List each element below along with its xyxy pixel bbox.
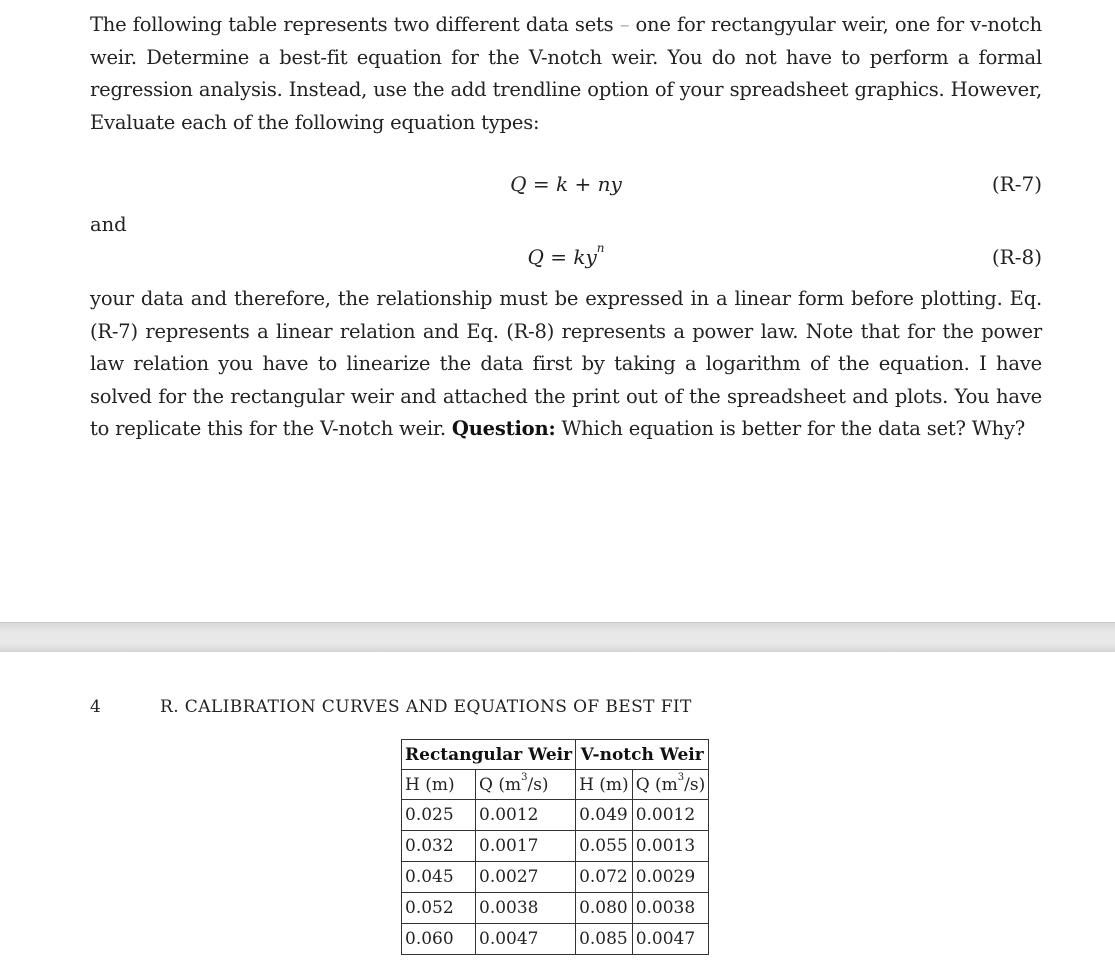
equation-r8-expression: $Q = ky^n$ <box>527 241 605 269</box>
table-row <box>402 800 709 831</box>
table-cell: 0.0047 <box>476 924 576 955</box>
and-text: and <box>90 213 127 236</box>
question-label: Question: <box>451 417 556 440</box>
table-cell: 0.055 <box>576 831 633 862</box>
col-header-q-rect: Q $(m^3/s)$ <box>476 770 576 800</box>
table-cell: 0.0047 <box>632 924 709 955</box>
table-cell: 0.072 <box>576 862 633 893</box>
table-cell: 0.0029 <box>632 862 709 893</box>
equation-r8-number: (R-8) <box>991 245 1042 269</box>
equation-r8 <box>90 241 1042 275</box>
table-cell: 0.0017 <box>476 831 576 862</box>
col-header-h-rect: H (m) <box>402 770 476 800</box>
intro-text-b: one for rectangyular weir, one for v-notch weir. Determine a best-fit equation for the V-notch weir. You do not have to perform a formal regression analysis. Instead, use the add trendline option of your spreadsheet graphics. However, Evaluate each of the following equation types: <box>90 13 1043 134</box>
table-cell: 0.025 <box>402 800 476 831</box>
running-header: R. CALIBRATION CURVES AND EQUATIONS OF BEST FIT <box>160 697 692 717</box>
table-cell: 0.085 <box>576 924 633 955</box>
body-paragraph <box>90 283 1042 446</box>
table-cell: 0.049 <box>576 800 633 831</box>
table-row <box>402 862 709 893</box>
table-cell: 0.0027 <box>476 862 576 893</box>
table-row <box>402 924 709 955</box>
table-cell: 0.052 <box>402 893 476 924</box>
table-row <box>402 831 709 862</box>
table-cell: 0.0012 <box>632 800 709 831</box>
document-page-2 <box>0 652 1115 966</box>
page-separator <box>0 622 1115 654</box>
v-notch-weir-header: V-notch Weir <box>576 740 709 770</box>
weir-data-table <box>401 739 709 955</box>
equation-r7 <box>90 172 1042 202</box>
table-group-header-row <box>402 740 709 770</box>
intro-dash: – <box>619 13 630 36</box>
table-cell: 0.045 <box>402 862 476 893</box>
table-cell: 0.032 <box>402 831 476 862</box>
intro-text-a: The following table represents two different data sets <box>90 13 620 36</box>
col-header-q-vnotch: Q $(m^3/s)$ <box>632 770 709 800</box>
equation-r7-expression: Q = k + ny <box>510 172 622 196</box>
table-cell: 0.0038 <box>476 893 576 924</box>
table-column-header-row <box>402 770 709 800</box>
table-cell: 0.060 <box>402 924 476 955</box>
table-cell: 0.0038 <box>632 893 709 924</box>
question-text: Which equation is better for the data set? Why? <box>555 417 1026 440</box>
body-text: your data and therefore, the relationship must be expressed in a linear form before plotting. Eq. (R-7) represents a linear relation and Eq. (R-8) represents a power law. Note that for the power law relation you have to linearize the data first by taking a logarithm of the equation. I have solved for the rectangular weir and attached the print out of the spreadsheet and plots. You have to replicate this for the V-notch weir. <box>90 287 1042 440</box>
table-cell: 0.0013 <box>632 831 709 862</box>
intro-paragraph <box>90 9 1042 139</box>
table-cell: 0.080 <box>576 893 633 924</box>
rectangular-weir-header: Rectangular Weir <box>402 740 576 770</box>
equation-r7-number: (R-7) <box>991 172 1042 196</box>
page-number: 4 <box>90 697 101 717</box>
table-cell: 0.0012 <box>476 800 576 831</box>
col-header-h-vnotch: H (m) <box>576 770 633 800</box>
table-row <box>402 893 709 924</box>
